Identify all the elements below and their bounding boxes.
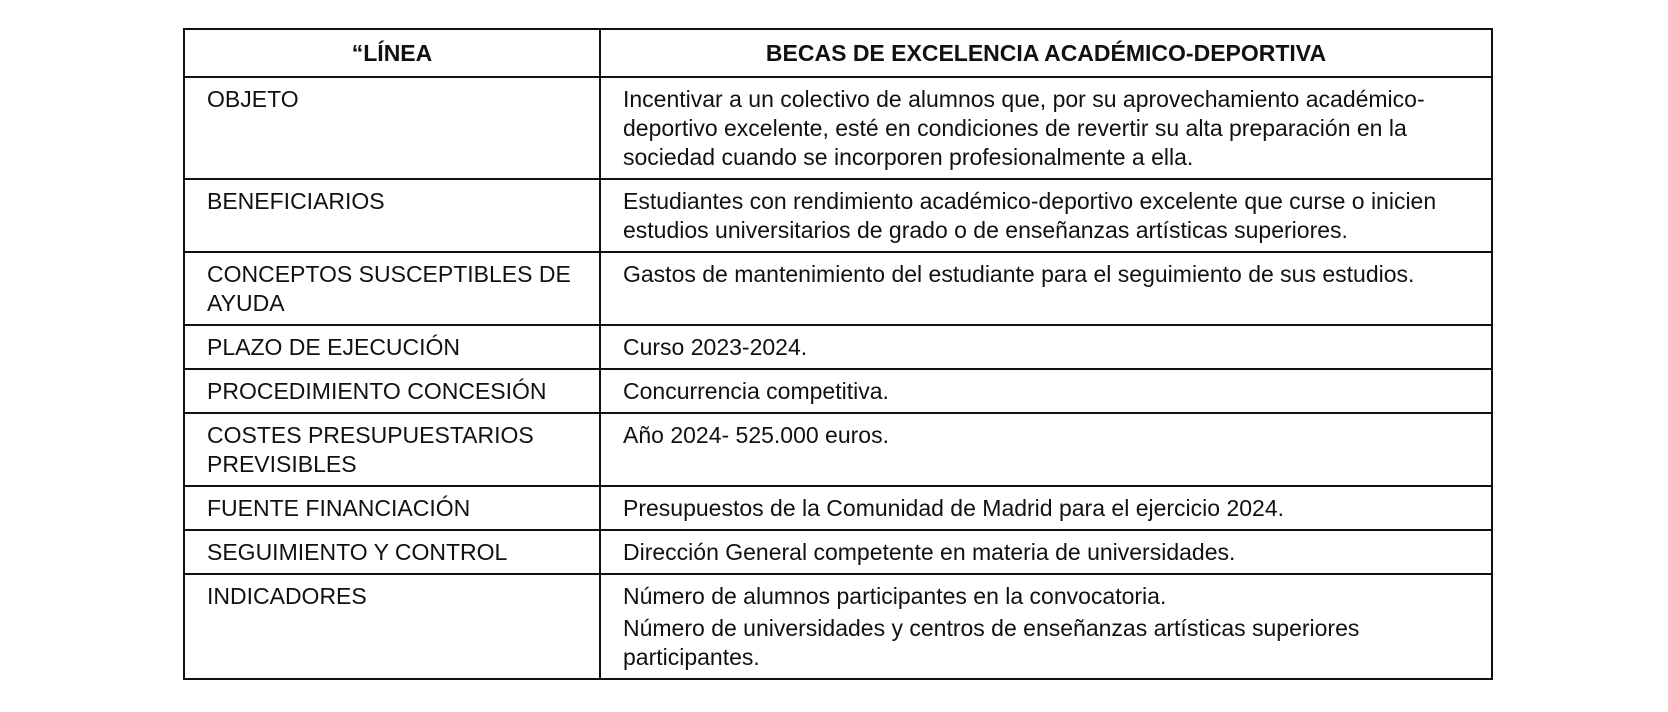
- row-label: [184, 325, 600, 369]
- indicator-universidades: Número de universidades y centros de enseñanzas artísticas superiores participantes.: [623, 615, 1360, 670]
- row-value: [600, 486, 1492, 530]
- label-beneficiarios: BENEFICIARIOS: [207, 188, 385, 214]
- row-label: [184, 369, 600, 413]
- table-header-row: [184, 29, 1492, 77]
- row-label: [184, 486, 600, 530]
- row-label: [184, 530, 600, 574]
- label-indicadores: INDICADORES: [207, 583, 367, 609]
- row-label: [184, 77, 600, 179]
- value-costes: Año 2024- 525.000 euros.: [623, 422, 889, 448]
- value-seguimiento: Dirección General competente en materia de universidades.: [623, 539, 1236, 565]
- row-value: [600, 574, 1492, 679]
- value-conceptos: Gastos de mantenimiento del estudiante para el seguimiento de sus estudios.: [623, 261, 1415, 287]
- table-row-costes: [184, 413, 1492, 486]
- row-value: [600, 77, 1492, 179]
- label-seguimiento: SEGUIMIENTO Y CONTROL: [207, 539, 508, 565]
- row-label: [184, 179, 600, 252]
- header-linea: “LÍNEA: [184, 29, 600, 77]
- row-value: [600, 179, 1492, 252]
- value-fuente: Presupuestos de la Comunidad de Madrid para el ejercicio 2024.: [623, 495, 1285, 521]
- table-row-beneficiarios: [184, 179, 1492, 252]
- value-procedimiento: Concurrencia competitiva.: [623, 378, 889, 404]
- row-value: [600, 252, 1492, 325]
- table-row-objeto: [184, 77, 1492, 179]
- table-row-conceptos: [184, 252, 1492, 325]
- label-procedimiento: PROCEDIMIENTO CONCESIÓN: [207, 378, 547, 404]
- table-row-fuente: [184, 486, 1492, 530]
- table-row-seguimiento: [184, 530, 1492, 574]
- value-beneficiarios: Estudiantes con rendimiento académico-deportivo excelente que curse o inicien estudios universitarios de grado o de enseñanzas artísticas superiores.: [623, 188, 1437, 243]
- table-row-plazo: [184, 325, 1492, 369]
- label-conceptos: CONCEPTOS SUSCEPTIBLES DE AYUDA: [207, 261, 571, 316]
- label-objeto: OBJETO: [207, 86, 299, 112]
- indicator-alumnos: Número de alumnos participantes en la convocatoria.: [623, 583, 1167, 609]
- row-value: [600, 530, 1492, 574]
- table-row-procedimiento: [184, 369, 1492, 413]
- program-table: [183, 28, 1493, 680]
- row-value: [600, 413, 1492, 486]
- label-fuente: FUENTE FINANCIACIÓN: [207, 495, 471, 521]
- table-row-indicadores: [184, 574, 1492, 679]
- label-plazo: PLAZO DE EJECUCIÓN: [207, 334, 461, 360]
- value-plazo: Curso 2023-2024.: [623, 334, 808, 360]
- label-costes: COSTES PRESUPUESTARIOS PREVISIBLES: [207, 422, 534, 477]
- row-label: [184, 252, 600, 325]
- row-value: [600, 325, 1492, 369]
- row-value: [600, 369, 1492, 413]
- value-objeto: Incentivar a un colectivo de alumnos que, por su aprovechamiento académico-deportivo excelente, esté en condiciones de revertir su alta preparación en la sociedad cuando se incorporen profesionalmente a ella.: [623, 86, 1425, 170]
- row-label: [184, 574, 600, 679]
- row-label: [184, 413, 600, 486]
- header-program-title: BECAS DE EXCELENCIA ACADÉMICO-DEPORTIVA: [600, 29, 1492, 77]
